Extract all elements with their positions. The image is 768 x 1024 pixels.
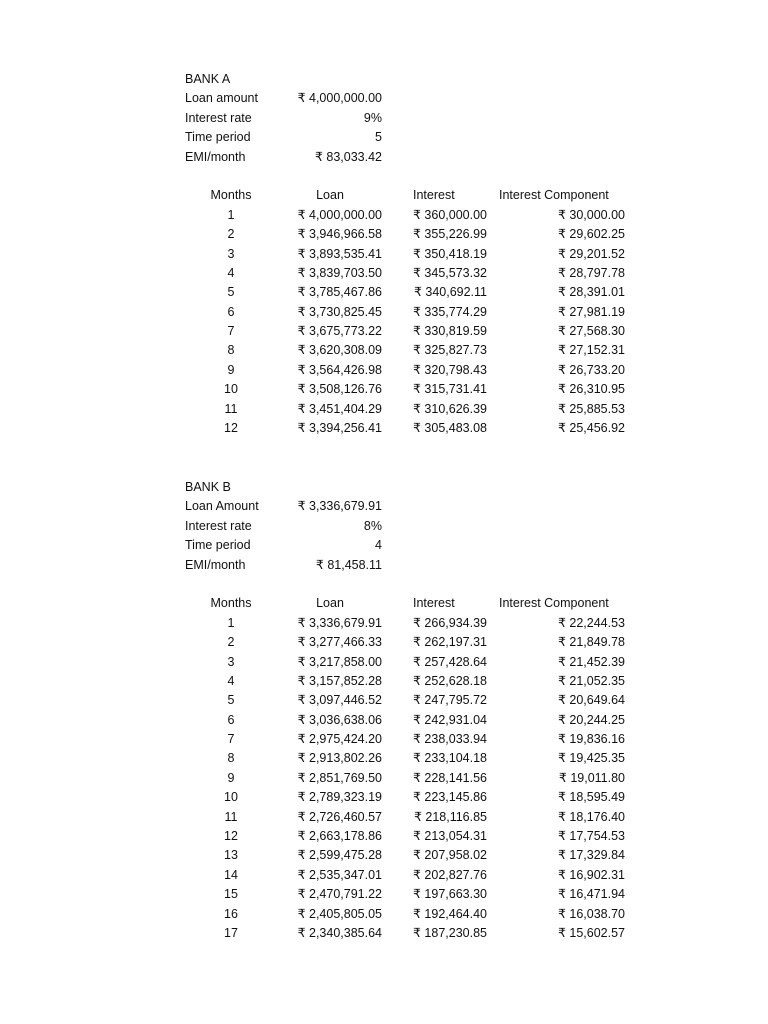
header-loan: Loan — [316, 188, 344, 203]
cell-loan: ₹ 2,726,460.57 — [297, 809, 382, 824]
cell-interest: ₹ 233,104.18 — [413, 751, 487, 766]
cell-month: 1 — [227, 207, 235, 222]
cell-month: 5 — [227, 693, 235, 708]
cell-month: 1 — [227, 615, 235, 630]
cell-month: 10 — [224, 382, 238, 397]
cell-month: 16 — [224, 906, 238, 921]
cell-interest-component: ₹ 17,754.53 — [557, 829, 625, 844]
cell-loan: ₹ 3,620,308.09 — [297, 343, 382, 358]
cell-interest: ₹ 266,934.39 — [413, 615, 487, 630]
cell-loan: ₹ 3,036,638.06 — [297, 712, 382, 727]
cell-interest-component: ₹ 27,152.31 — [557, 343, 625, 358]
cell-interest: ₹ 315,731.41 — [413, 382, 487, 397]
summary-value: ₹ 81,458.11 — [315, 557, 382, 572]
cell-interest: ₹ 252,628.18 — [413, 673, 487, 688]
cell-interest-component: ₹ 21,849.78 — [557, 635, 625, 650]
cell-month: 5 — [227, 285, 235, 300]
cell-interest: ₹ 340,692.11 — [413, 285, 487, 300]
cell-interest: ₹ 202,827.76 — [413, 867, 487, 882]
cell-month: 7 — [227, 324, 235, 339]
cell-interest-component: ₹ 16,902.31 — [557, 867, 625, 882]
cell-interest: ₹ 247,795.72 — [413, 693, 487, 708]
cell-loan: ₹ 3,730,825.45 — [297, 304, 382, 319]
cell-month: 2 — [227, 635, 235, 650]
cell-loan: ₹ 2,851,769.50 — [297, 770, 382, 785]
summary-label: EMI/month — [185, 149, 246, 164]
cell-month: 10 — [224, 790, 238, 805]
cell-interest-component: ₹ 15,602.57 — [557, 925, 625, 940]
cell-interest-component: ₹ 21,052.35 — [557, 673, 625, 688]
cell-loan: ₹ 2,913,802.26 — [297, 751, 382, 766]
cell-month: 9 — [227, 770, 235, 785]
cell-interest: ₹ 213,054.31 — [413, 829, 487, 844]
cell-loan: ₹ 2,975,424.20 — [297, 732, 382, 747]
cell-month: 4 — [227, 673, 235, 688]
cell-interest-component: ₹ 28,797.78 — [557, 265, 625, 280]
cell-month: 6 — [227, 712, 235, 727]
cell-interest: ₹ 197,663.30 — [413, 887, 487, 902]
cell-interest: ₹ 218,116.85 — [413, 809, 487, 824]
cell-month: 3 — [227, 246, 235, 261]
cell-month: 15 — [224, 887, 238, 902]
summary-label: Loan amount — [185, 91, 258, 106]
cell-interest-component: ₹ 27,981.19 — [557, 304, 625, 319]
cell-interest-component: ₹ 17,329.84 — [557, 848, 625, 863]
cell-loan: ₹ 3,394,256.41 — [297, 421, 382, 436]
cell-interest-component: ₹ 25,456.92 — [557, 421, 625, 436]
cell-interest-component: ₹ 26,733.20 — [557, 362, 625, 377]
cell-month: 8 — [227, 343, 235, 358]
cell-interest-component: ₹ 20,244.25 — [557, 712, 625, 727]
summary-value: ₹ 3,336,679.91 — [297, 499, 382, 514]
summary-label: EMI/month — [185, 557, 246, 572]
cell-loan: ₹ 3,157,852.28 — [297, 673, 382, 688]
cell-interest-component: ₹ 27,568.30 — [557, 324, 625, 339]
cell-interest: ₹ 335,774.29 — [413, 304, 487, 319]
cell-loan: ₹ 3,675,773.22 — [297, 324, 382, 339]
cell-interest-component: ₹ 18,176.40 — [557, 809, 625, 824]
cell-interest-component: ₹ 29,201.52 — [557, 246, 625, 261]
cell-interest-component: ₹ 19,425.35 — [557, 751, 625, 766]
cell-loan: ₹ 4,000,000.00 — [297, 207, 382, 222]
cell-interest-component: ₹ 22,244.53 — [557, 615, 625, 630]
cell-month: 3 — [227, 654, 235, 669]
cell-interest: ₹ 360,000.00 — [413, 207, 487, 222]
bank-a-title: BANK A — [185, 72, 231, 86]
header-interest: Interest — [413, 188, 455, 203]
cell-interest: ₹ 355,226.99 — [413, 227, 487, 242]
header-months: Months — [210, 188, 252, 203]
cell-interest: ₹ 305,483.08 — [413, 421, 487, 436]
cell-interest: ₹ 310,626.39 — [413, 401, 487, 416]
cell-interest-component: ₹ 28,391.01 — [557, 285, 625, 300]
cell-month: 8 — [227, 751, 235, 766]
cell-loan: ₹ 3,564,426.98 — [297, 362, 382, 377]
cell-interest-component: ₹ 26,310.95 — [557, 382, 625, 397]
header-interest: Interest — [413, 596, 455, 611]
cell-loan: ₹ 2,599,475.28 — [297, 848, 382, 863]
cell-interest: ₹ 187,230.85 — [413, 925, 487, 940]
cell-loan: ₹ 2,470,791.22 — [297, 887, 382, 902]
cell-month: 12 — [224, 829, 238, 844]
cell-loan: ₹ 3,217,858.00 — [297, 654, 382, 669]
cell-interest: ₹ 207,958.02 — [413, 848, 487, 863]
header-loan: Loan — [316, 596, 344, 611]
cell-month: 17 — [224, 925, 238, 940]
cell-month: 4 — [227, 265, 235, 280]
summary-value: 8% — [363, 518, 382, 533]
cell-interest-component: ₹ 29,602.25 — [557, 227, 625, 242]
cell-interest-component: ₹ 16,471.94 — [557, 887, 625, 902]
cell-interest: ₹ 330,819.59 — [413, 324, 487, 339]
cell-interest-component: ₹ 21,452.39 — [557, 654, 625, 669]
cell-loan: ₹ 3,839,703.50 — [297, 265, 382, 280]
cell-loan: ₹ 2,535,347.01 — [297, 867, 382, 882]
cell-loan: ₹ 3,893,535.41 — [297, 246, 382, 261]
cell-loan: ₹ 3,097,446.52 — [297, 693, 382, 708]
cell-month: 11 — [224, 809, 238, 824]
summary-label: Interest rate — [185, 110, 252, 125]
cell-loan: ₹ 3,451,404.29 — [297, 401, 382, 416]
cell-month: 9 — [227, 362, 235, 377]
cell-loan: ₹ 3,277,466.33 — [297, 635, 382, 650]
summary-value: 4 — [375, 538, 382, 553]
header-interest-component: Interest Component — [499, 188, 609, 203]
cell-interest: ₹ 223,145.86 — [413, 790, 487, 805]
cell-loan: ₹ 2,340,385.64 — [297, 925, 382, 940]
cell-loan: ₹ 2,663,178.86 — [297, 829, 382, 844]
cell-month: 6 — [227, 304, 235, 319]
cell-interest: ₹ 192,464.40 — [413, 906, 487, 921]
cell-interest: ₹ 345,573.32 — [413, 265, 487, 280]
header-months: Months — [210, 596, 252, 611]
cell-loan: ₹ 3,946,966.58 — [297, 227, 382, 242]
cell-month: 2 — [227, 227, 235, 242]
cell-interest: ₹ 228,141.56 — [413, 770, 487, 785]
cell-loan: ₹ 3,508,126.76 — [297, 382, 382, 397]
cell-loan: ₹ 3,785,467.86 — [297, 285, 382, 300]
cell-month: 12 — [224, 421, 238, 436]
cell-interest-component: ₹ 19,011.80 — [558, 770, 625, 785]
cell-loan: ₹ 2,789,323.19 — [297, 790, 382, 805]
cell-interest-component: ₹ 20,649.64 — [557, 693, 625, 708]
cell-interest-component: ₹ 30,000.00 — [557, 207, 625, 222]
cell-interest-component: ₹ 19,836.16 — [557, 732, 625, 747]
summary-value: 5 — [375, 130, 382, 145]
cell-month: 14 — [224, 867, 238, 882]
summary-label: Time period — [185, 130, 251, 145]
cell-interest: ₹ 257,428.64 — [413, 654, 487, 669]
summary-label: Interest rate — [185, 518, 252, 533]
cell-interest-component: ₹ 16,038.70 — [557, 906, 625, 921]
cell-month: 7 — [227, 732, 235, 747]
cell-month: 11 — [224, 401, 238, 416]
summary-label: Loan Amount — [185, 499, 259, 514]
cell-month: 13 — [224, 848, 238, 863]
bank-b-title: BANK B — [185, 480, 231, 494]
cell-interest: ₹ 350,418.19 — [413, 246, 487, 261]
cell-interest: ₹ 320,798.43 — [413, 362, 487, 377]
summary-value: ₹ 83,033.42 — [314, 149, 382, 164]
header-interest-component: Interest Component — [499, 596, 609, 611]
cell-loan: ₹ 2,405,805.05 — [297, 906, 382, 921]
cell-loan: ₹ 3,336,679.91 — [297, 615, 382, 630]
summary-label: Time period — [185, 538, 251, 553]
summary-value: ₹ 4,000,000.00 — [297, 91, 382, 106]
cell-interest: ₹ 262,197.31 — [413, 635, 487, 650]
summary-value: 9% — [363, 110, 382, 125]
cell-interest-component: ₹ 25,885.53 — [557, 401, 625, 416]
cell-interest: ₹ 238,033.94 — [413, 732, 487, 747]
cell-interest: ₹ 242,931.04 — [413, 712, 487, 727]
cell-interest: ₹ 325,827.73 — [413, 343, 487, 358]
cell-interest-component: ₹ 18,595.49 — [557, 790, 625, 805]
